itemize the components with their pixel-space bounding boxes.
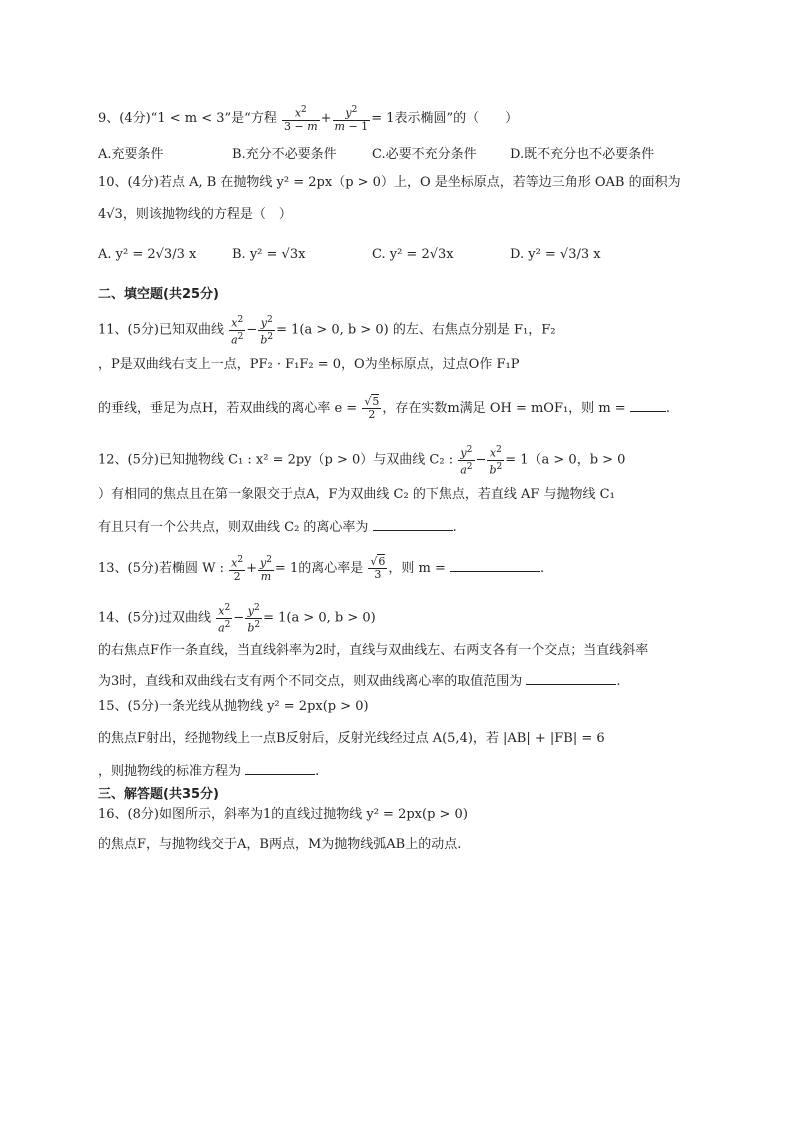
fraction: $\frac{y^2}{m}$	[259, 555, 272, 583]
option-c: C.必要不充分条件	[372, 147, 477, 162]
question-15-line-2: 的焦点F射出，经抛物线上一点B反射后，反射光线经过点 A(5,4)，若 |AB| + |FB| = 6	[98, 731, 605, 746]
question-14-line-2: 的右焦点F作一条直线，当直线斜率为2时，直线与双曲线左、右两支各有一个交点；当直线斜率	[98, 643, 649, 658]
fraction: $\frac{x^2}{3 - m}$	[283, 105, 318, 133]
question-10-line-2: 4√3，则该抛物线的方程是（ ）	[98, 207, 292, 222]
question-12-line-2: ）有相同的焦点且在第一象限交于点A，F为双曲线 C₂ 的下焦点，若直线 AF 与抛物线 C₁	[98, 487, 615, 502]
question-9: 9、(4分)“1 < m < 3”是“方程 $\frac{x^2}{3 - m}$ + $\frac{y^2}{m - 1}$ = 1表示椭圆”的（ ）	[98, 105, 519, 133]
question-15-line-3: ，则抛物线的标准方程为 .	[98, 760, 319, 781]
fraction: $\frac{x^2}{b^2}$	[489, 445, 503, 477]
fraction: $\frac{y^2}{a^2}$	[460, 445, 473, 477]
fraction: $\frac{y^2}{b^2}$	[260, 315, 274, 347]
option-b: B.充分不必要条件	[232, 147, 337, 162]
fraction: $\frac{√5}{2}$	[364, 395, 380, 421]
fraction: $\frac{y^2}{b^2}$	[247, 603, 261, 635]
question-14-line-3: 为3时，直线和双曲线右支有两个不同交点，则双曲线离心率的取值范围为 .	[98, 670, 621, 691]
question-16-line-2: 的焦点F，与抛物线交于A，B两点，M为抛物线弧AB上的动点.	[98, 837, 462, 852]
option-d: D.既不充分也不必要条件	[510, 147, 655, 162]
answer-blank[interactable]	[373, 516, 453, 531]
question-10-line-1: 10、(4分)若点 A, B 在抛物线 y² = 2px（p > 0）上，O 是坐标原点，若等边三角形 OAB 的面积为	[98, 175, 681, 190]
section-fill-in-blanks: 二、填空题(共25分)	[98, 287, 219, 302]
question-12-line-1: 12、(5分)已知抛物线 C₁ : x² = 2py（p > 0）与双曲线 C₂ : $\frac{y^2}{a^2}$ − $\frac{x^2}{b^2}$ = 1（a > 0，b > 0	[98, 445, 626, 477]
option-d: D. y² = √3/3 x	[510, 247, 601, 262]
answer-blank[interactable]	[245, 760, 315, 775]
fraction: $\frac{x^2}{a^2}$	[231, 315, 244, 347]
option-a: A.充要条件	[98, 147, 164, 162]
fraction: $\frac{x^2}{2}$	[231, 555, 244, 583]
option-b: B. y² = √3x	[232, 247, 306, 262]
answer-blank[interactable]	[450, 557, 540, 572]
question-13: 13、(5分)若椭圆 W : $\frac{x^2}{2}$ + $\frac{y^2}{m}$ = 1的离心率是 $\frac{√6}{3}$ ，则 m = .	[98, 554, 545, 583]
question-15-line-1: 15、(5分)一条光线从抛物线 y² = 2px(p > 0)	[98, 699, 369, 714]
question-11-line-2: ，P是双曲线右支上一点，PF₂ · F₁F₂ = 0，O为坐标原点，过点O作 F₁P	[98, 357, 520, 372]
option-c: C. y² = 2√3x	[372, 247, 454, 262]
question-11-line-1: 11、(5分)已知双曲线 $\frac{x^2}{a^2}$ − $\frac{y^2}{b^2}$ = 1(a > 0, b > 0) 的左、右焦点分别是 F₁，F₂	[98, 315, 556, 347]
question-14-line-1: 14、(5分)过双曲线 $\frac{x^2}{a^2}$ − $\frac{y^2}{b^2}$ = 1(a > 0, b > 0)	[98, 603, 376, 635]
answer-blank[interactable]	[526, 670, 616, 685]
option-a: A. y² = 2√3/3 x	[98, 247, 197, 262]
answer-blank[interactable]	[630, 397, 666, 412]
section-solutions: 三、解答题(共35分)	[98, 787, 219, 802]
fraction: $\frac{√6}{3}$	[370, 554, 386, 581]
question-12-line-3: 有且只有一个公共点，则双曲线 C₂ 的离心率为 .	[98, 516, 457, 537]
question-16-line-1: 16、(8分)如图所示，斜率为1的直线过抛物线 y² = 2px(p > 0)	[98, 807, 468, 822]
fraction: $\frac{y^2}{m - 1}$	[334, 105, 369, 133]
fraction: $\frac{x^2}{a^2}$	[218, 603, 231, 635]
question-11-line-3: 的垂线，垂足为点H，若双曲线的离心率 e = $\frac{√5}{2}$ ，存在实数m满足 OH = mOF₁，则 m = .	[98, 395, 670, 421]
